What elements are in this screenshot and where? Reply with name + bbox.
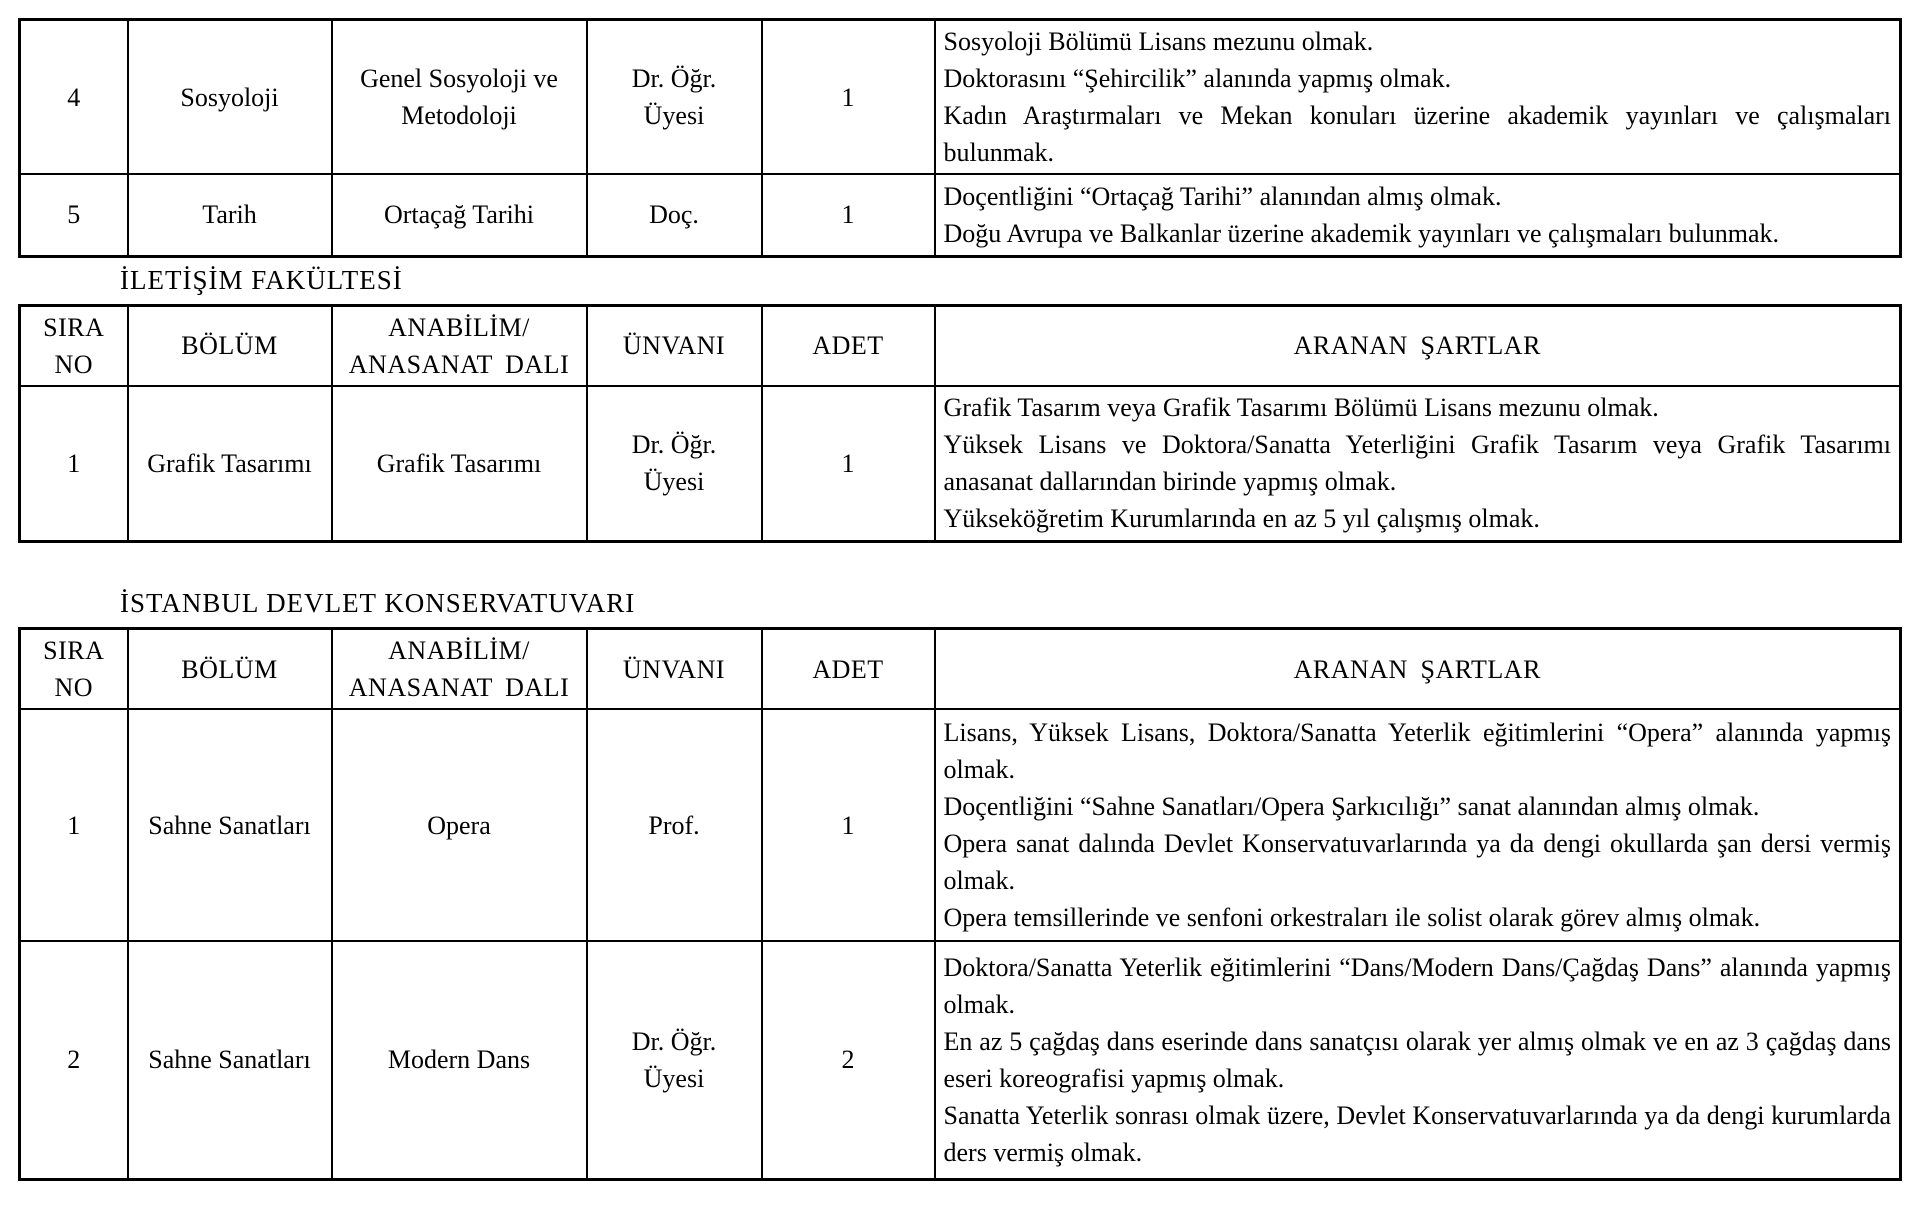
cell-unvan <box>587 174 762 256</box>
header-line: SIRA <box>43 636 105 665</box>
cell-anabilim-dali: Opera <box>332 709 587 941</box>
cell-aranan-sartlar <box>935 386 1901 542</box>
header-line: ANABİLİM/ <box>388 636 530 665</box>
requirement-line: Grafik Tasarım veya Grafik Tasarımı Bölümü Lisans mezunu olmak. <box>943 393 1659 423</box>
cell-sira-no: 1 <box>20 709 128 941</box>
header-line: NO <box>54 673 94 702</box>
cell-anabilim-dali: Ortaçağ Tarihi <box>332 174 587 256</box>
unvan-text: Doç. <box>649 200 699 230</box>
cell-anabilim-dali: Modern Dans <box>332 941 587 1179</box>
cell-unvan <box>587 941 762 1179</box>
section-heading-istanbul-devlet-konservatuvari: İSTANBUL DEVLET KONSERVATUVARI <box>120 588 636 618</box>
column-header-unvani: ÜNVANI <box>587 305 762 386</box>
cell-adet: 1 <box>762 20 935 175</box>
cell-bolum: Sahne Sanatları <box>128 709 332 941</box>
cell-bolum: Tarih <box>128 174 332 256</box>
requirement-line: Sanatta Yeterlik sonrası olmak üzere, Devlet Konservatuvarlarında ya da dengi kurumlarda ders vermiş olmak. <box>943 1100 1891 1167</box>
cell-aranan-sartlar <box>935 20 1901 175</box>
cell-anabilim-dali: Genel Sosyoloji ve Metodoloji <box>332 20 587 175</box>
column-header-sira-no <box>20 629 128 710</box>
cell-bolum: Sahne Sanatları <box>128 941 332 1179</box>
cell-adet: 1 <box>762 174 935 256</box>
cell-unvan <box>587 386 762 542</box>
column-header-bolum: BÖLÜM <box>128 305 332 386</box>
requirement-line: En az 5 çağdaş dans eserinde dans sanatçısı olarak yer almış olmak ve en az 3 çağdaş dans eseri koreografisi yapmış olmak. <box>943 1026 1891 1093</box>
header-line: ANASANAT DALI <box>348 673 570 702</box>
positions-table-iletisim <box>18 304 1902 544</box>
requirement-line: Doçentliğini “Sahne Sanatları/Opera Şarkıcılığı” sanat alanından almış olmak. <box>943 792 1760 821</box>
requirement-line: Kadın Araştırmaları ve Mekan konuları üzerine akademik yayınları ve çalışmaları bulunmak. <box>943 101 1891 167</box>
column-header-aranan-sartlar: ARANAN ŞARTLAR <box>935 629 1901 710</box>
cell-sira-no: 4 <box>20 20 128 175</box>
column-header-adet: ADET <box>762 305 935 386</box>
section-heading-iletisim-fakultesi: İLETİŞİM FAKÜLTESİ <box>120 264 403 295</box>
unvan-text: Dr. Öğr. Üyesi <box>631 64 717 130</box>
unvan-text: Prof. <box>648 810 700 840</box>
header-line: ANABİLİM/ <box>388 312 530 342</box>
column-header-aranan-sartlar: ARANAN ŞARTLAR <box>935 305 1901 386</box>
cell-adet: 1 <box>762 386 935 542</box>
table-header-row <box>20 629 1901 710</box>
table-row <box>20 709 1901 941</box>
column-header-sira-no <box>20 305 128 386</box>
cell-adet: 2 <box>762 941 935 1179</box>
table-row <box>20 386 1901 542</box>
column-header-anabilim-dali <box>332 629 587 710</box>
cell-aranan-sartlar <box>935 709 1901 941</box>
table-row <box>20 20 1901 175</box>
column-header-anabilim-dali <box>332 305 587 386</box>
cell-unvan <box>587 20 762 175</box>
cell-adet: 1 <box>762 709 935 941</box>
requirement-line: Sosyoloji Bölümü Lisans mezunu olmak. <box>943 27 1374 56</box>
header-line: NO <box>54 349 94 379</box>
requirement-line: Doğu Avrupa ve Balkanlar üzerine akademik yayınları ve çalışmaları bulunmak. <box>943 218 1780 248</box>
requirement-line: Doktorasını “Şehircilik” alanında yapmış olmak. <box>943 64 1452 93</box>
table-header-row <box>20 305 1901 386</box>
positions-table-konservatuvar <box>18 627 1902 1181</box>
cell-bolum: Sosyoloji <box>128 20 332 175</box>
cell-bolum: Grafik Tasarımı <box>128 386 332 542</box>
requirement-line: Doçentliğini “Ortaçağ Tarihi” alanından almış olmak. <box>943 181 1502 211</box>
requirement-line: Yüksek Lisans ve Doktora/Sanatta Yeterliğini Grafik Tasarım veya Grafik Tasarımı anasanat dallarından birinde yapmış olmak. <box>943 430 1891 497</box>
table-row <box>20 941 1901 1179</box>
cell-sira-no: 2 <box>20 941 128 1179</box>
header-line: ANASANAT DALI <box>348 349 570 379</box>
cell-aranan-sartlar <box>935 941 1901 1179</box>
cell-aranan-sartlar <box>935 174 1901 256</box>
cell-unvan <box>587 709 762 941</box>
table-row <box>20 174 1901 256</box>
column-header-adet: ADET <box>762 629 935 710</box>
requirement-line: Doktora/Sanatta Yeterlik eğitimlerini “Dans/Modern Dans/Çağdaş Dans” alanında yapmış olmak. <box>943 952 1891 1019</box>
positions-table-top <box>18 18 1902 258</box>
requirement-line: Lisans, Yüksek Lisans, Doktora/Sanatta Yeterlik eğitimlerini “Opera” alanında yapmış olmak. <box>943 718 1891 784</box>
column-header-unvani: ÜNVANI <box>587 629 762 710</box>
header-line: SIRA <box>43 312 105 342</box>
requirement-line: Opera sanat dalında Devlet Konservatuvarlarında ya da dengi okullarda şan dersi vermiş olmak. <box>943 829 1891 895</box>
cell-sira-no: 5 <box>20 174 128 256</box>
column-header-bolum: BÖLÜM <box>128 629 332 710</box>
unvan-text: Dr. Öğr. Üyesi <box>631 430 717 497</box>
requirement-line: Opera temsillerinde ve senfoni orkestraları ile solist olarak görev almış olmak. <box>943 903 1761 932</box>
cell-anabilim-dali: Grafik Tasarımı <box>332 386 587 542</box>
unvan-text: Dr. Öğr. Üyesi <box>631 1026 717 1093</box>
cell-sira-no: 1 <box>20 386 128 542</box>
requirement-line: Yükseköğretim Kurumlarında en az 5 yıl çalışmış olmak. <box>943 504 1540 534</box>
